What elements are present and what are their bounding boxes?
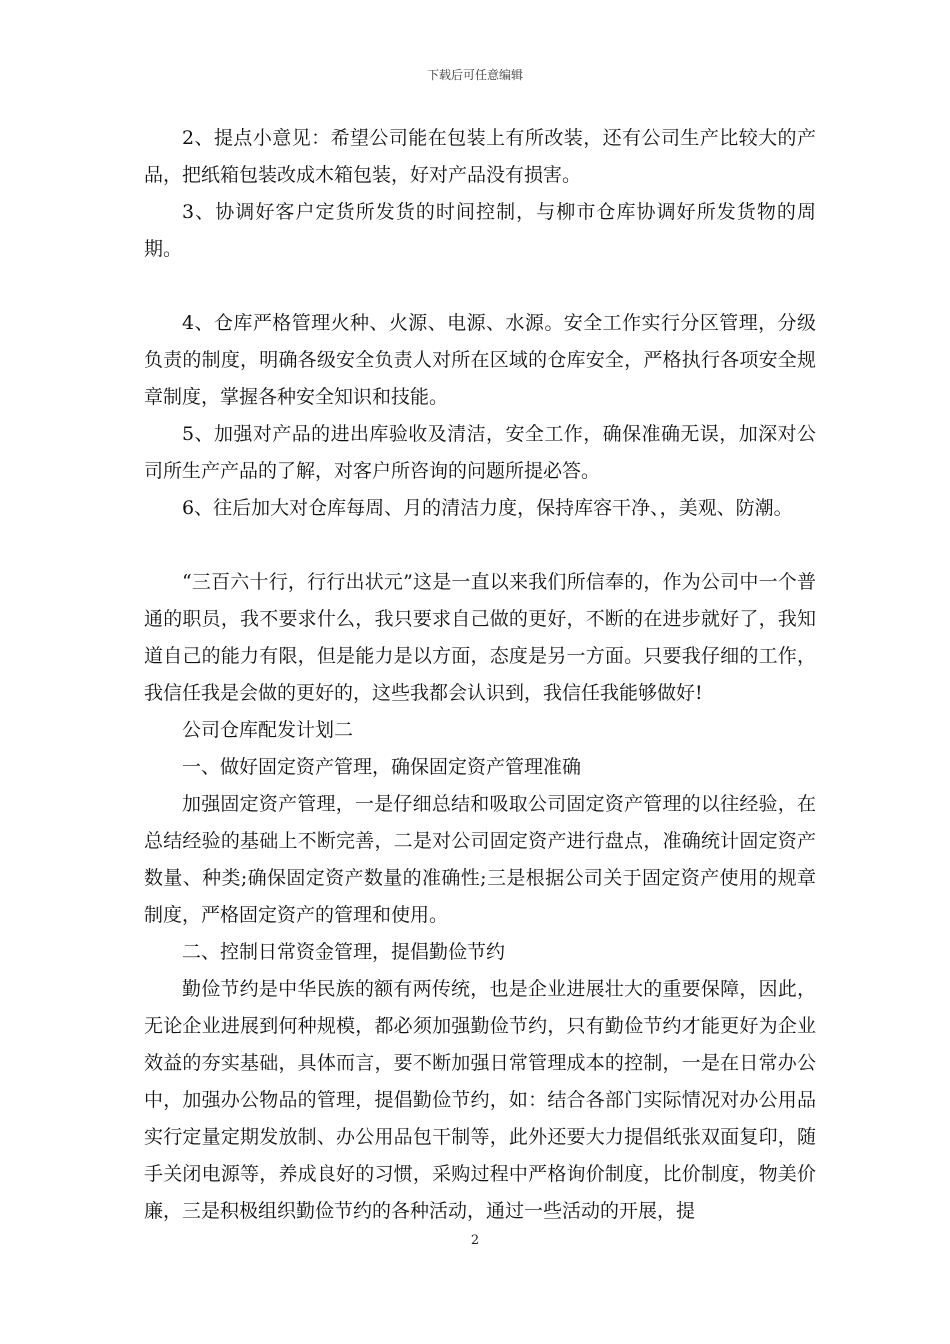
paragraph-motto: “三百六十行，行行出状元”这是一直以来我们所信奉的，作为公司中一个普通的职员，我不要求什么，我只要求自己做的更好，不断的在进步就好了，我知道自己的能力有限，但是能力是以方面，态度是另一方面。只要我仔细的工作，我信任我是会做的更好的，这些我都会认识到，我信任我能够做好! xyxy=(144,571,816,704)
paragraph-thrift: 勤俭节约是中华民族的额有两传统，也是企业进展壮大的重要保障，因此，无论企业进展到何种规模，都必须加强勤俭节约，只有勤俭节约才能更好为企业效益的夯实基础，具体而言，要不断加强日常管理成本的控制，一是在日常办公中，加强办公物品的管理，提倡勤俭节约，如：结合各部门实际情况对办公用品实行定量定期发放制、办公用品包干制等，此外还要大力提倡纸张双面复印，随手关闭电源等，养成良好的习惯，采购过程中严格询价制度，比价制度，物美价廉，三是积极组织勤俭节约的各种活动，通过一些活动的开展，提 xyxy=(144,978,816,1222)
blank-line xyxy=(144,527,816,564)
document-body xyxy=(144,120,816,1230)
blank-line xyxy=(144,268,816,305)
paragraph-fixed-assets: 加强固定资产管理，一是仔细总结和吸取公司固定资产管理的以往经验，在总结经验的基础上不断完善，二是对公司固定资产进行盘点，准确统计固定资产数量、种类;确保固定资产数量的准确性;三是根据公司关于固定资产使用的规章制度，严格固定资产的管理和使用。 xyxy=(144,793,816,926)
page-number: 2 xyxy=(470,1233,480,1248)
paragraph-item-3: 3、协调好客户定货所发货的时间控制，与柳市仓库协调好所发货物的周期。 xyxy=(144,201,816,260)
section-heading-1: 一、做好固定资产管理，确保固定资产管理准确 xyxy=(182,756,582,778)
page-header: 下载后可任意编辑 xyxy=(426,68,523,82)
paragraph-item-4: 4、仓库严格管理火种、火源、电源、水源。安全工作实行分区管理，分级负责的制度，明确各级安全负责人对所在区域的仓库安全，严格执行各项安全规章制度，掌握各种安全知识和技能。 xyxy=(144,312,816,408)
section-heading-2: 二、控制日常资金管理，提倡勤俭节约 xyxy=(182,941,506,963)
paragraph-item-2: 2、提点小意见：希望公司能在包装上有所改装，还有公司生产比较大的产品，把纸箱包装改成木箱包装，好对产品没有损害。 xyxy=(144,127,816,186)
section-title: 公司仓库配发计划二 xyxy=(182,719,354,741)
paragraph-item-6: 6、往后加大对仓库每周、月的清洁力度，保持库容干净、，美观、防潮。 xyxy=(182,497,793,519)
paragraph-item-5: 5、加强对产品的进出库验收及清洁，安全工作，确保准确无误，加深对公司所生产产品的了解，对客户所咨询的问题所提必答。 xyxy=(144,423,816,482)
